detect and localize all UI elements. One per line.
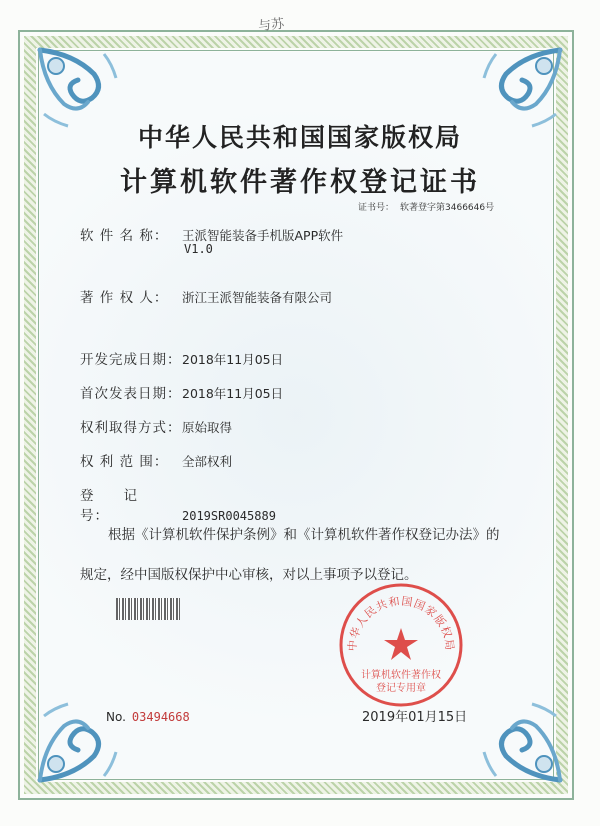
serial-value: 03494668 (131, 710, 190, 724)
pub-date-label: 首次发表日期： (80, 386, 182, 402)
scope-label: 权 利 范 围： (80, 454, 169, 470)
field-software-name (80, 224, 344, 256)
field-dev-date (80, 348, 283, 368)
dev-date-value: 2018年11月05日 (182, 352, 284, 367)
official-seal (336, 580, 466, 710)
owner-value: 浙江王派智能装备有限公司 (182, 290, 333, 305)
serial-number (106, 710, 190, 724)
corner-ornament-bottom-right (476, 696, 566, 786)
body-paragraph-2: 规定，经中国版权保护中心审核，对以上事项予以登记。 (80, 567, 418, 583)
seal-inner-line-2: 登记专用章 (376, 683, 426, 694)
reg-no-value: 2019SR0045889 (182, 509, 276, 523)
seal-inner-line-1: 计算机软件著作权 (361, 670, 441, 681)
field-reg-no (80, 484, 276, 524)
seal-ring-text: 中华人民共和国国家版权局 (345, 594, 457, 652)
body-paragraph-1: 根据《计算机软件保护条例》和《计算机软件著作权登记办法》的 (108, 527, 500, 543)
software-version: V1.0 (184, 242, 213, 256)
acquire-value: 原始取得 (182, 420, 233, 435)
dev-date-label: 开发完成日期： (80, 352, 182, 368)
field-scope (80, 450, 232, 470)
serial-label: No. (106, 710, 126, 724)
pub-date-value: 2018年11月05日 (182, 386, 284, 401)
software-name-value: 王派智能装备手机版APP软件 (182, 228, 344, 243)
certificate-number (358, 200, 500, 213)
certificate-number-label: 证书号： (358, 203, 395, 213)
field-pub-date (80, 382, 283, 402)
issuing-authority-title: 中华人民共和国国家版权局 (137, 123, 462, 152)
owner-label: 著 作 权 人： (80, 290, 169, 306)
scope-value: 全部权利 (182, 454, 233, 469)
certificate-number-value: 软著登字第3466646号 (400, 203, 495, 213)
handwritten-note: 与苏 (257, 16, 285, 35)
software-name-label: 软 件 名 称： (80, 228, 169, 244)
issue-date: 2019年01月15日 (362, 710, 468, 725)
field-acquire-method (80, 416, 232, 436)
certificate-title: 计算机软件著作权登记证书 (120, 167, 480, 198)
barcode (116, 598, 180, 620)
field-owner (80, 286, 332, 306)
reg-no-label: 登 记 号： (80, 488, 167, 524)
acquire-label: 权利取得方式： (80, 420, 182, 436)
